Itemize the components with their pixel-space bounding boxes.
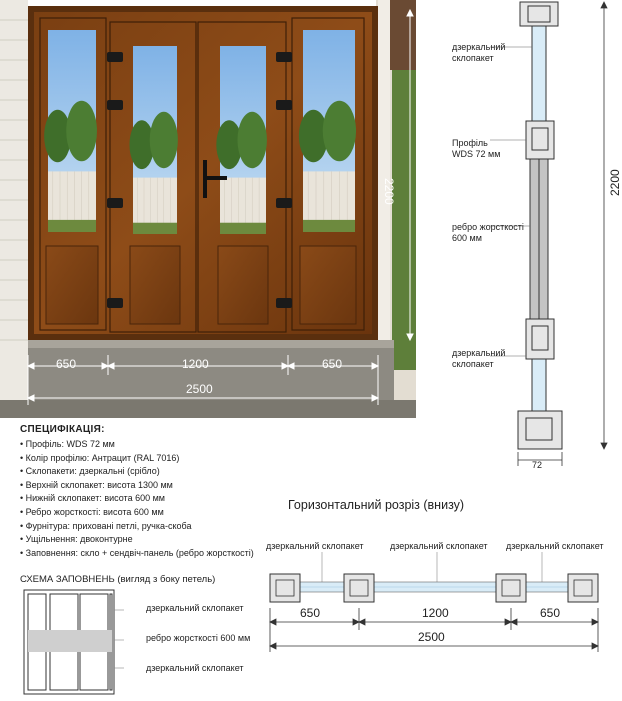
scheme-label-middle: ребро жорсткості 600 мм <box>146 633 251 643</box>
spec-item: • Верхній склопакет: висота 1300 мм <box>20 479 254 493</box>
hsec-dim-center: 1200 <box>422 606 449 620</box>
hsec-dim-total: 2500 <box>418 630 445 644</box>
scheme-drawing <box>20 588 130 696</box>
photo-dim-height: 2200 <box>382 178 396 205</box>
spec-item: • Колір профілю: Антрацит (RAL 7016) <box>20 452 254 466</box>
spec-item: • Ребро жорсткості: висота 600 мм <box>20 506 254 520</box>
spec-item: • Фурнітура: приховані петлі, ручка-скоба <box>20 520 254 534</box>
hsec-label-left: дзеркальний склопакет <box>266 541 364 551</box>
hsec-label-center: дзеркальний склопакет <box>390 541 488 551</box>
photo-dim-center: 1200 <box>182 357 209 371</box>
hsec-title: Горизонтальний розріз (внизу) <box>288 498 465 512</box>
hsec-dim-left: 650 <box>300 606 321 620</box>
scheme-label-top: дзеркальний склопакет <box>146 603 244 613</box>
vsec-label-top: дзеркальний склопакет <box>452 42 506 63</box>
spec-list <box>20 438 254 560</box>
photo-dim-right: 650 <box>322 357 343 371</box>
door-photo <box>0 0 416 418</box>
vsec-dim-depth: 72 <box>532 460 543 470</box>
hsec-dim-right: 650 <box>540 606 561 620</box>
vsec-dim-height: 2200 <box>608 169 622 196</box>
door-photo-illustration <box>0 0 416 418</box>
vsec-label-bottom: дзеркальний склопакет <box>452 348 506 369</box>
spec-item: • Заповнення: скло + сендвіч-панель (ребро жорсткості) <box>20 547 254 561</box>
photo-dim-left: 650 <box>56 357 77 371</box>
spec-item: • Профіль: WDS 72 мм <box>20 438 254 452</box>
spec-item: • Нижній склопакет: висота 600 мм <box>20 492 254 506</box>
vsec-label-rib: ребро жорсткості 600 мм <box>452 222 524 243</box>
photo-dim-total: 2500 <box>186 382 213 396</box>
hsec-label-right: дзеркальний склопакет <box>506 541 604 551</box>
scheme-title: СХЕМА ЗАПОВНЕНЬ (вигляд з боку петель) <box>20 574 216 585</box>
spec-item: • Ущільнення: двоконтурне <box>20 533 254 547</box>
spec-title: СПЕЦИФІКАЦІЯ: <box>20 424 105 435</box>
vsec-label-profile: Профіль WDS 72 мм <box>452 138 501 159</box>
spec-item: • Склопакети: дзеркальні (срібло) <box>20 465 254 479</box>
scheme-label-bottom: дзеркальний склопакет <box>146 663 244 673</box>
